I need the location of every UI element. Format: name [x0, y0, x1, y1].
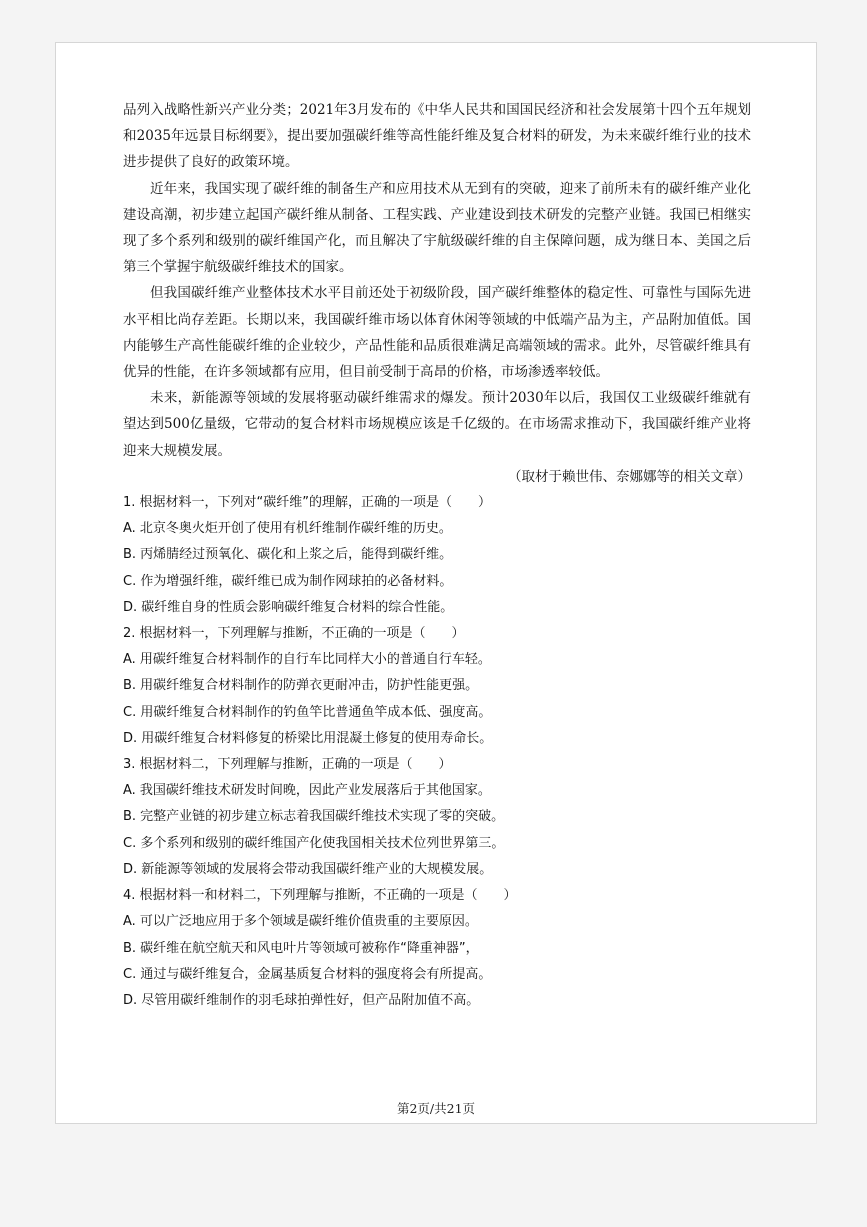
question-option: D. 碳纤维自身的性质会影响碳纤维复合材料的综合性能。: [123, 599, 454, 615]
question-option: D. 用碳纤维复合材料修复的桥梁比用混凝土修复的使用寿命长。: [123, 730, 493, 746]
question-option: A. 北京冬奥火炬开创了使用有机纤维制作碳纤维的历史。: [123, 521, 452, 537]
question-option: A. 我国碳纤维技术研发时间晚，因此产业发展落后于其他国家。: [123, 783, 491, 799]
question-option: B. 碳纤维在航空航天和风电叶片等领域可被称作“降重神器”，: [123, 940, 479, 956]
article-source: （取材于赖世伟、奈娜娜等的相关文章）: [508, 468, 751, 485]
question-option: C. 多个系列和级别的碳纤维国产化使我国相关技术位列世界第三。: [123, 835, 505, 851]
article-paragraph-4: 未来，新能源等领域的发展将驱动碳纤维需求的爆发。预计2030年以后，我国仅工业级碳纤维就有望达到500亿量级，它带动的复合材料市场规模应该是千亿级的。在市场需求推动下，我国碳纤维产业将迎来大规模发展。: [123, 390, 751, 459]
article-paragraph-1: 品列入战略性新兴产业分类；2021年3月发布的《中华人民共和国国民经济和社会发展第十四个五年规划和2035年远景目标纲要》，提出要加强碳纤维等高性能纤维及复合材料的研发，为未来碳纤维行业的技术进步提供了良好的政策环境。: [123, 102, 751, 171]
question-option: D. 尽管用碳纤维制作的羽毛球拍弹性好，但产品附加值不高。: [123, 992, 480, 1008]
question-option: C. 用碳纤维复合材料制作的钓鱼竿比普通鱼竿成本低、强度高。: [123, 704, 492, 720]
article-paragraph-2: 近年来，我国实现了碳纤维的制备生产和应用技术从无到有的突破，迎来了前所未有的碳纤维产业化建设高潮，初步建立起国产碳纤维从制备、工程实践、产业建设到技术研发的完整产业链。我国已相继实现了多个系列和级别的碳纤维国产化，而且解决了宇航级碳纤维的自主保障问题，成为继日本、美国之后第三个掌握宇航级碳纤维技术的国家。: [123, 180, 751, 276]
question-option: A. 可以广泛地应用于多个领域是碳纤维价值贵重的主要原因。: [123, 914, 478, 930]
article-paragraph-3: 但我国碳纤维产业整体技术水平目前还处于初级阶段，国产碳纤维整体的稳定性、可靠性与国际先进水平相比尚存差距。长期以来，我国碳纤维市场以体育休闲等领域的中低端产品为主，产品附加值低。国内能够生产高性能碳纤维的企业较少，产品性能和品质很难满足高端领域的需求。此外，尽管碳纤维具有优异的性能，在许多领域都有应用，但目前受制于高昂的价格，市场渗透率较低。: [123, 285, 751, 381]
question-stem: 2. 根据材料一，下列理解与推断，不正确的一项是（ ）: [123, 626, 465, 642]
question-option: D. 新能源等领域的发展将会带动我国碳纤维产业的大规模发展。: [123, 861, 493, 877]
question-3: [123, 752, 751, 883]
question-2: [123, 621, 751, 752]
question-4: [123, 883, 751, 1014]
page-content: [123, 97, 751, 1014]
question-option: A. 用碳纤维复合材料制作的自行车比同样大小的普通自行车轻。: [123, 652, 491, 668]
question-stem: 1. 根据材料一，下列对“碳纤维”的理解，正确的一项是（ ）: [123, 495, 492, 511]
question-1: [123, 490, 751, 621]
question-stem: 3. 根据材料二，下列理解与推断，正确的一项是（ ）: [123, 757, 452, 773]
question-option: B. 丙烯腈经过预氧化、碳化和上浆之后，能得到碳纤维。: [123, 547, 453, 563]
question-option: C. 通过与碳纤维复合，金属基质复合材料的强度将会有所提高。: [123, 966, 492, 982]
page-number-footer: 第2页/共21页: [396, 1101, 476, 1116]
question-stem: 4. 根据材料一和材料二，下列理解与推断，不正确的一项是（ ）: [123, 888, 517, 904]
question-option: B. 用碳纤维复合材料制作的防弹衣更耐冲击，防护性能更强。: [123, 678, 479, 694]
question-list: [123, 490, 751, 1014]
document-page: [55, 42, 817, 1124]
question-option: B. 完整产业链的初步建立标志着我国碳纤维技术实现了零的突破。: [123, 809, 505, 825]
question-option: C. 作为增强纤维，碳纤维已成为制作网球拍的必备材料。: [123, 573, 453, 589]
